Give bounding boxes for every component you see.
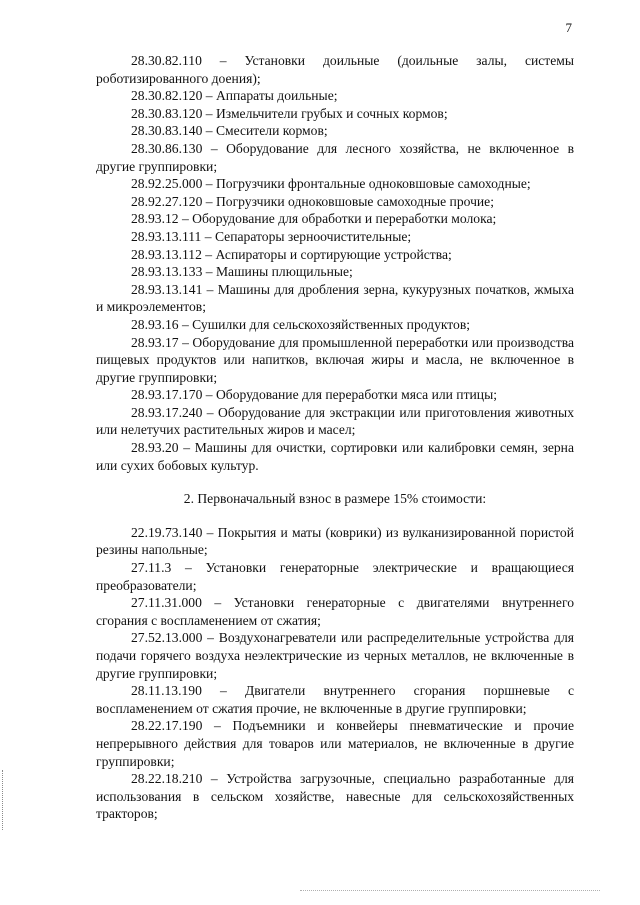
list-item: 27.11.3 – Установки генераторные электрические и вращающиеся преобразователи; [96,560,574,593]
list-item: 28.93.17 – Оборудование для промышленной переработки или производства пищевых продуктов или напитков, включая жиры и масла, не включенное в другие группировки; [96,334,574,385]
list-item: 28.93.12 – Оборудование для обработки и переработки молока; [131,211,497,227]
list-item: 28.92.25.000 – Погрузчики фронтальные одноковшовые самоходные; [131,176,531,192]
list-item: 28.93.17.170 – Оборудование для переработки мяса или птицы; [131,387,497,403]
list-item: 28.93.13.133 – Машины плющильные; [131,264,353,280]
list-item: 28.30.82.110 – Установки доильные (доильные залы, системы роботизированного доения); [96,53,574,86]
list-item: 28.93.13.111 – Сепараторы зерноочистительные; [131,228,412,244]
list-item: 28.30.86.130 – Оборудование для лесного хозяйства, не включенное в другие группировки; [96,140,574,174]
list-item: 28.11.13.190 – Двигатели внутреннего сгорания поршневые с воспламенением от сжатия прочие, не включенные в другие группировки; [96,683,574,716]
list-item: 28.30.83.120 – Измельчители грубых и сочных кормов; [131,105,448,121]
scan-margin-mark [2,770,3,830]
list-item: 28.30.82.120 – Аппараты доильные; [131,88,338,104]
list-item: 28.93.20 – Машины для очистки, сортировки или калибровки семян, зерна или сухих бобовых культур. [96,440,574,473]
list-item: 27.11.31.000 – Установки генераторные с двигателями внутреннего сгорания с воспламенением от сжатия; [96,595,574,628]
page-number: 7 [565,20,572,35]
list-item: 28.93.13.141 – Машины для дробления зерна, кукурузных початков, жмыха и микроэлементов; [96,281,574,315]
list-item: 28.93.13.112 – Аспираторы и сортирующие устройства; [131,246,452,262]
section-heading: 2. Первоначальный взнос в размере 15% стоимости: [183,491,487,507]
list-item: 28.30.83.140 – Смесители кормов; [131,123,328,139]
scan-artifact-line [300,890,600,891]
list-item: 28.93.17.240 – Оборудование для экстракции или приготовления животных или нелетучих растительных жиров и масел; [96,404,574,438]
list-item: 27.52.13.000 – Воздухонагреватели или распределительные устройства для подачи горячего воздуха неэлектрические из черных металлов, не включенные в другие группировки; [96,630,574,681]
list-item: 28.93.16 – Сушилки для сельскохозяйственных продуктов; [131,316,471,332]
list-item: 22.19.73.140 – Покрытия и маты (коврики) из вулканизированной пористой резины напольные; [96,524,574,558]
list-item: 28.22.17.190 – Подъемники и конвейеры пневматические и прочие непрерывного действия для товаров или материалов, не включенные в другие группировки; [96,718,574,769]
document-body [96,52,574,823]
list-item: 28.92.27.120 – Погрузчики одноковшовые самоходные прочие; [131,193,494,209]
list-item: 28.22.18.210 – Устройства загрузочные, специально разработанные для использования в сельском хозяйстве, навесные для сельскохозяйственных тракторов; [96,771,574,822]
